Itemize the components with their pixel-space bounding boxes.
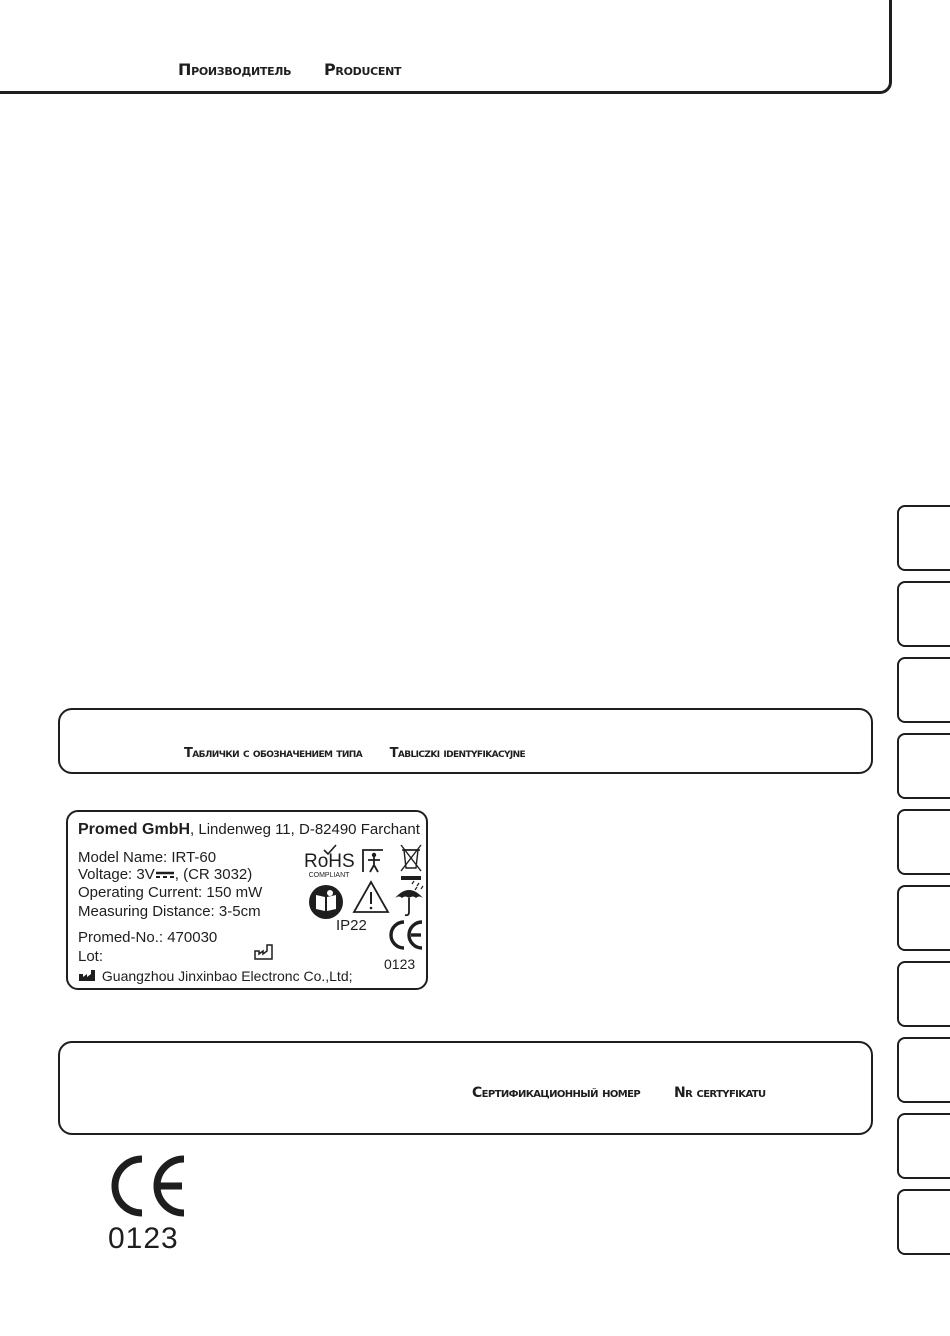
plate-current: Operating Current: 150 mW xyxy=(78,884,263,901)
header-box xyxy=(0,0,892,94)
side-tab[interactable] xyxy=(897,1037,950,1103)
plate-voltage-line xyxy=(78,865,252,884)
rohs-icon xyxy=(304,844,354,880)
bf-applied-part-icon xyxy=(361,848,385,874)
side-tab[interactable] xyxy=(897,809,950,875)
header-label-ru: Производитель xyxy=(178,60,292,79)
side-tab[interactable] xyxy=(897,657,950,723)
certificate-label-pl: Nr certyfikatu xyxy=(673,1085,766,1101)
ce-mark-large-icon xyxy=(108,1155,188,1217)
rohs-text: RoHS xyxy=(304,851,355,872)
side-tab[interactable] xyxy=(897,733,950,799)
type-plate-section-labels xyxy=(184,746,549,761)
type-plate-label-pl: Tabliczki identyfikacyjne xyxy=(389,746,526,761)
keep-dry-icon xyxy=(392,880,426,918)
plate-manufacturer-line xyxy=(78,967,353,986)
plate-company: Promed GmbH xyxy=(78,821,191,838)
side-tab[interactable] xyxy=(897,505,950,571)
manufacture-date-icon xyxy=(254,942,274,960)
ip-rating: IP22 xyxy=(336,917,367,934)
rohs-compliant: COMPLIANT xyxy=(308,872,350,879)
manufacturer-icon xyxy=(78,968,98,982)
plate-voltage-suffix: , (CR 3032) xyxy=(174,866,253,883)
side-tab[interactable] xyxy=(897,581,950,647)
ce-mark-icon xyxy=(388,920,424,950)
type-plate xyxy=(66,810,428,990)
plate-voltage-prefix: Voltage: 3V xyxy=(78,866,155,883)
manual-icon xyxy=(308,884,344,920)
certificate-section-labels xyxy=(472,1085,796,1101)
certificate-section-box xyxy=(58,1041,873,1135)
plate-lot: Lot: xyxy=(78,948,104,965)
type-plate-label-ru: Таблички с обозначением типа xyxy=(184,746,363,761)
side-tab[interactable] xyxy=(897,1189,950,1255)
plate-model: Model Name: IRT-60 xyxy=(78,849,217,866)
side-tab[interactable] xyxy=(897,1113,950,1179)
warning-icon xyxy=(352,880,390,914)
plate-distance: Measuring Distance: 3-5cm xyxy=(78,903,261,920)
plate-ce-number: 0123 xyxy=(384,956,416,972)
side-tab[interactable] xyxy=(897,885,950,951)
plate-promed-no: Promed-No.: 470030 xyxy=(78,929,218,946)
plate-address: , Lindenweg 11, D-82490 Farchant xyxy=(190,821,420,838)
header-labels xyxy=(178,60,429,79)
header-label-pl: Producent xyxy=(324,60,402,79)
type-plate-section-box xyxy=(58,708,873,774)
plate-manufacturer: Guangzhou Jinxinbao Electronc Co.,Ltd; xyxy=(101,968,353,984)
certificate-label-ru: Сертификационный номер xyxy=(472,1085,641,1101)
certificate-ce-number: 0123 xyxy=(108,1222,179,1255)
plate-company-line xyxy=(78,820,420,839)
side-tab[interactable] xyxy=(897,961,950,1027)
dc-current-icon xyxy=(155,870,175,880)
